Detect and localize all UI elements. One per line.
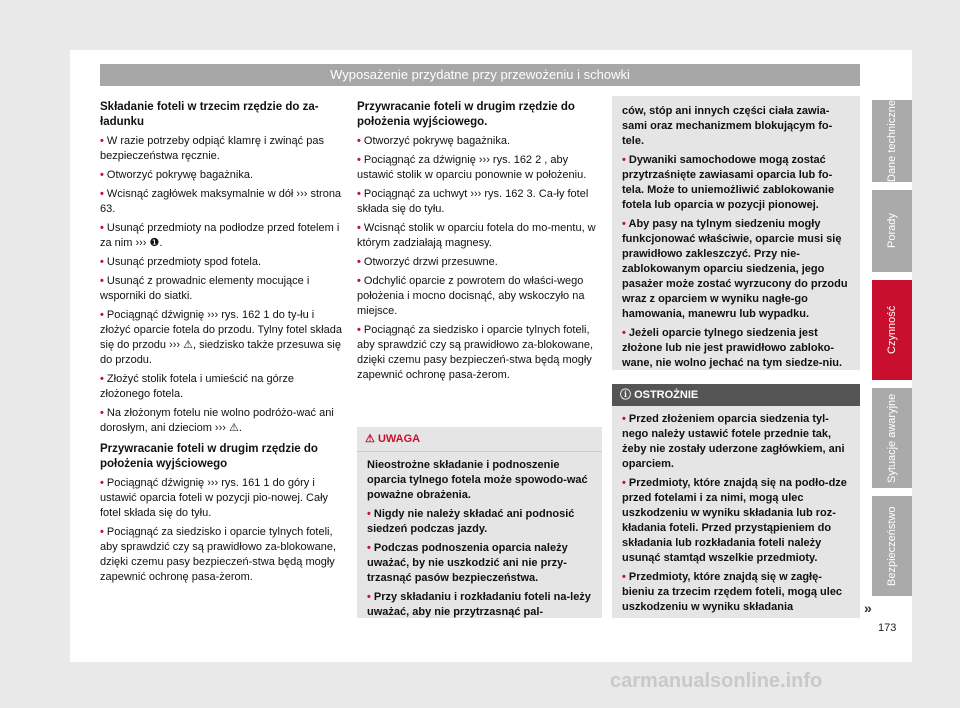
bullet-item: • Wcisnąć stolik w oparciu fotela do mo-mentu, w którym zadziałają magnesy. <box>357 222 596 249</box>
bullet-item: • Pociągnąć dźwignię ››› rys. 162 1 do ty-łu i złożyć oparcie fotela do przodu. Tylny fotel składa się do przodu ››› ⚠, siedzisko także przesuwa się do przodu. <box>100 309 342 366</box>
tab-dane-techniczne[interactable]: Dane techniczne <box>872 100 912 182</box>
section-heading: Przywracanie foteli w drugim rzędzie do położenia wyjściowego <box>100 443 318 470</box>
bullet-item: • Nigdy nie należy składać ani podnosić siedzeń podczas jazdy. <box>367 508 575 535</box>
bullet-item: • Przy składaniu i rozkładaniu foteli na-leży uważać, aby nie przytrzasnąć pal- <box>367 591 591 618</box>
caution-box <box>612 384 860 618</box>
warning-continuation: ców, stóp ani innych części ciała zawia-sami oraz mechanizmem blokującym fo-tele. <box>622 105 833 147</box>
bullet-item: • Dywaniki samochodowe mogą zostać przytrzaśnięte zawiasami oparcia lub fo-tela. Może to uniemożliwić zablokowanie fotela lub oparcia w pozycji pionowej. <box>622 154 835 211</box>
warning-box <box>357 427 602 618</box>
warning-title: UWAGA <box>377 433 421 445</box>
bullet-item: • Pociągnąć za dźwignię ››› rys. 162 2 , aby ustawić stolik w oparciu ponownie w położeniu. <box>357 154 587 181</box>
page-number: 173 <box>878 622 897 634</box>
bullet-item: • Usunąć z prowadnic elementy mocujące i wsporniki do siatki. <box>100 275 310 302</box>
tab-porady[interactable]: Porady <box>872 190 912 272</box>
column-2 <box>357 100 602 387</box>
bullet-item: • Otworzyć pokrywę bagażnika. <box>100 169 254 181</box>
watermark: carmanualsonline.info <box>610 670 823 692</box>
info-icon: ⓘ <box>620 389 631 401</box>
bullet-item: • Usunąć przedmioty spod fotela. <box>100 256 262 268</box>
bullet-item: • Pociągnąć za uchwyt ››› rys. 162 3. Ca-ły fotel składa się do tyłu. <box>357 188 589 215</box>
bullet-item: • Złożyć stolik fotela i umieścić na górze złożonego fotela. <box>100 373 294 400</box>
tab-sytuacje-awaryjne[interactable]: Sytuacje awaryjne <box>872 388 912 488</box>
bullet-item: • Odchylić oparcie z powrotem do właści-wego położenia i mocno docisnąć, aby wskoczyło na miejsce. <box>357 275 585 317</box>
section-heading: Składanie foteli w trzecim rzędzie do za-ładunku <box>100 101 319 128</box>
bullet-item: • Usunąć przedmioty na podłodze przed fotelem i za nim ››› ❶. <box>100 222 340 249</box>
continue-mark: » <box>864 600 872 616</box>
bullet-item: • Pociągnąć za siedzisko i oparcie tylnych foteli, aby sprawdzić czy są prawidłowo za-blokowane, dzięki czemu pasy bezpieczeń-stwa będą mogły zapewnić ochronę pasa-żerom. <box>357 324 593 381</box>
page-header: Wyposażenie przydatne przy przewożeniu i schowki <box>100 64 860 86</box>
bullet-item: • Otworzyć pokrywę bagażnika. <box>357 135 511 147</box>
tab-czynnosc[interactable]: Czynność <box>872 280 912 380</box>
bullet-item: • Otworzyć drzwi przesuwne. <box>357 256 498 268</box>
bullet-item: • Jeżeli oparcie tylnego siedzenia jest złożone lub nie jest prawidłowo zabloko-wane, nie wolno jechać na tym siedze-niu. <box>622 327 843 369</box>
bullet-item: • Na złożonym fotelu nie wolno podróżo-wać ani dorosłym, ani dzieciom ››› ⚠. <box>100 407 334 434</box>
bullet-item: • Wcisnąć zagłówek maksymalnie w dół ››› strona 63. <box>100 188 342 215</box>
caution-title: OSTROŻNIE <box>634 389 699 401</box>
warning-continued-box <box>612 96 860 370</box>
warning-icon: ⚠ <box>365 433 375 445</box>
bullet-item: • Pociągnąć za siedzisko i oparcie tylnych foteli, aby sprawdzić czy są prawidłowo za-blokowane, dzięki czemu pasy bezpieczeń-stwa będą mogły zapewnić ochronę pasa-żerom. <box>100 526 336 583</box>
column-1 <box>100 100 345 589</box>
caution-header <box>612 384 860 406</box>
warning-header <box>357 427 602 452</box>
bullet-item: • W razie potrzeby odpiąć klamrę i zwinąć pas bezpieczeństwa ręcznie. <box>100 135 324 162</box>
bullet-item: • Przedmioty, które znajdą się na podło-dze przed fotelami i za nimi, mogą ulec uszkodzeniu w wyniku składania lub roz-kładania foteli. Przed przystąpieniem do składania lub rozkładania foteli należy usunąć stamtąd wszelkie przedmioty. <box>622 477 847 564</box>
warning-intro: Nieostrożne składanie i podnoszenie oparcia tylnego fotela może spowodo-wać poważne obrażenia. <box>367 459 588 501</box>
bullet-item: • Podczas podnoszenia oparcia należy uważać, by nie uszkodzić ani nie przy-trzasnąć pasów bezpieczeństwa. <box>367 542 568 584</box>
tab-bezpieczenstwo[interactable]: Bezpieczeństwo <box>872 496 912 596</box>
bullet-item: • Aby pasy na tylnym siedzeniu mogły funkcjonować właściwie, oparcie musi się prawidłowo zakleszczyć. Przy nie-zablokowanym oparciu siedzenia, jego pasażer może zostać wyrzucony do przodu wraz z oparciem w wyniku nagłe-go hamowania, manewru lub wypadku. <box>622 218 848 320</box>
bullet-item: • Pociągnąć dźwignię ››› rys. 161 1 do góry i ustawić oparcia foteli w pozycji pio-nowej. Cały fotel składa się do tyłu. <box>100 477 329 519</box>
bullet-item: • Przed złożeniem oparcia siedzenia tyl-nego należy ustawić fotele przednie tak, żeby nie zostały uderzone zagłówkiem, ani oparciem. <box>622 413 845 470</box>
bullet-item: • Przedmioty, które znajdą się w zagłę-bieniu za trzecim rzędem foteli, mogą ulec uszkodzeniu w wyniku składania <box>622 571 843 613</box>
section-heading: Przywracanie foteli w drugim rzędzie do położenia wyjściowego. <box>357 101 575 128</box>
